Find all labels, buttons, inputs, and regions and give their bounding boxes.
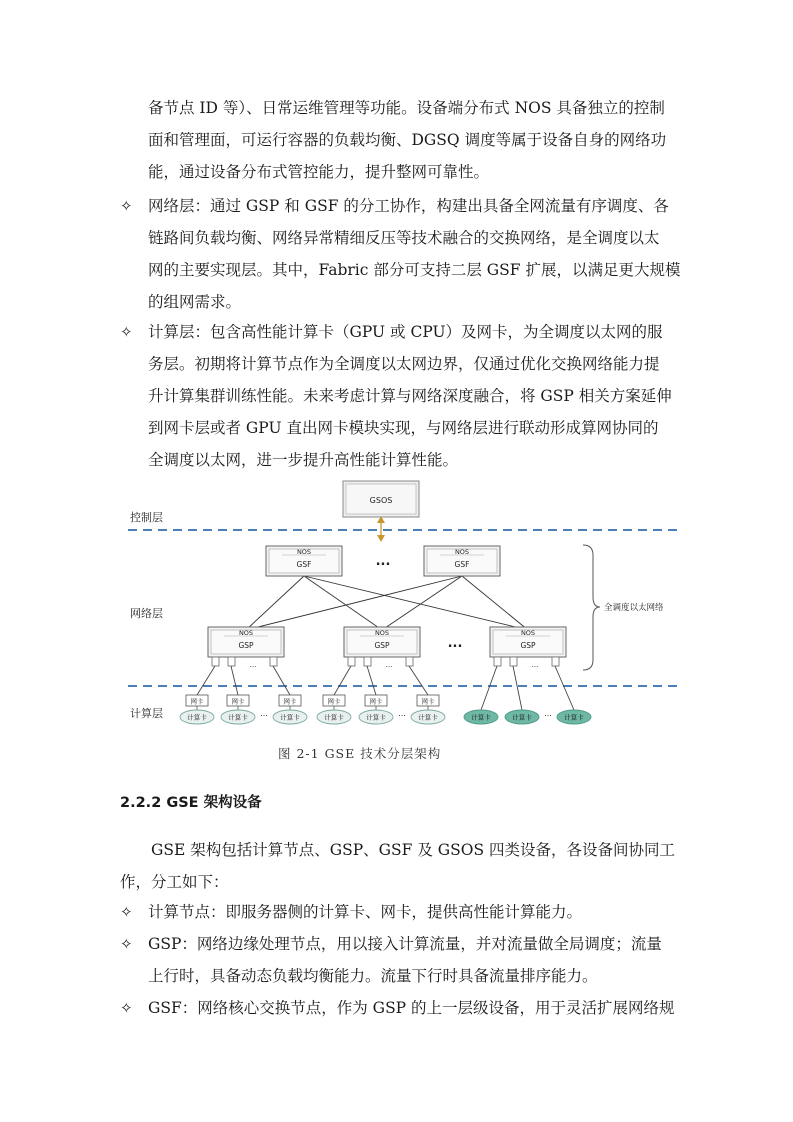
compute-node <box>180 695 214 724</box>
gsp-node <box>344 627 420 669</box>
compute-card-label: 计算卡 <box>187 713 207 722</box>
gsf-node <box>266 546 342 576</box>
compute-node-direct <box>557 710 591 724</box>
compute-card-label: 计算卡 <box>564 713 584 722</box>
compute-node <box>221 695 255 724</box>
text-line: 备节点 ID 等）、日常运维管理等功能。设备端分布式 NOS 具备独立的控制 <box>148 99 665 117</box>
text-line: 到网卡层或者 GPU 直出网卡模块实现，与网络层进行联动形成算网协同的 <box>148 419 659 437</box>
text-line: 的组网需求。 <box>148 293 242 311</box>
nos-label: NOS <box>374 629 390 637</box>
control-layer-label: 控制层 <box>130 511 163 524</box>
nic-label: 网卡 <box>369 697 383 706</box>
bullet-icon: ✧ <box>120 999 133 1017</box>
section-heading: 2.2.2 GSE 架构设备 <box>120 795 262 811</box>
gsp-label: GSP <box>374 641 390 650</box>
compute-card-label: 计算卡 <box>280 713 300 722</box>
compute-node-direct <box>464 710 498 724</box>
text-line: 计算节点：即服务器侧的计算卡、网卡，提供高性能计算能力。 <box>148 903 583 921</box>
compute-ellipsis: ... <box>398 709 406 718</box>
nic-label: 网卡 <box>231 697 245 706</box>
text-line: 网络层：通过 GSP 和 GSF 的分工协作，构建出具备全网流量有序调度、各 <box>148 197 669 215</box>
bullet-icon: ✧ <box>120 323 133 341</box>
text-line: 升计算集群训练性能。未来考虑计算与网络深度融合，将 GSP 相关方案延伸 <box>148 387 672 405</box>
text-line: GSP：网络边缘处理节点，用以接入计算流量，并对流量做全局调度；流量 <box>148 935 662 953</box>
gsf-label: GSF <box>454 560 470 569</box>
compute-node <box>317 695 351 724</box>
text-line: 面和管理面，可运行容器的负载均衡、DGSQ 调度等属于设备自身的网络功 <box>148 131 667 149</box>
nos-label: NOS <box>454 548 470 556</box>
compute-card-label: 计算卡 <box>366 713 386 722</box>
network-layer-label: 网络层 <box>130 607 163 620</box>
text-line: 作，分工如下： <box>120 873 229 891</box>
gsf-label: GSF <box>296 560 312 569</box>
compute-card-label: 计算卡 <box>512 713 532 722</box>
gsp-label: GSP <box>238 641 254 650</box>
port-ellipsis: ... <box>385 661 393 669</box>
gsp-paragraph <box>148 928 662 992</box>
text-line: 上行时，具备动态负载均衡能力。流量下行时具备流量排序能力。 <box>148 967 598 985</box>
compute-node-direct <box>505 710 539 724</box>
compute-card-label: 计算卡 <box>471 713 491 722</box>
fabric-links <box>246 576 528 630</box>
compute-card-label: 计算卡 <box>418 713 438 722</box>
compute-card-label: 计算卡 <box>324 713 344 722</box>
compute-layer-label: 计算层 <box>130 707 163 720</box>
text-line: 务层。初期将计算节点作为全调度以太网边界，仅通过优化交换网络能力提 <box>148 355 660 373</box>
gsf-node <box>424 546 500 576</box>
text-line: 链路间负载均衡、网络异常精细反压等技术融合的交换网络，是全调度以太 <box>148 229 660 247</box>
gsp-ellipsis: ... <box>447 636 463 651</box>
compute-ellipsis: ... <box>260 709 268 718</box>
gsos-node <box>343 481 419 517</box>
gsf-ellipsis: ... <box>375 554 391 569</box>
nos-label: NOS <box>238 629 254 637</box>
text-line: GSE 架构包括计算节点、GSP、GSF 及 GSOS 四类设备，各设备间协同工 <box>151 841 676 859</box>
port-ellipsis: ... <box>249 661 257 669</box>
port-ellipsis: ... <box>531 661 539 669</box>
compute-node-paragraph <box>148 896 582 928</box>
nos-label: NOS <box>520 629 536 637</box>
gsf-paragraph <box>148 992 675 1024</box>
bullet-icon: ✧ <box>120 903 133 921</box>
bullet-icon: ✧ <box>120 197 133 215</box>
gsp-label: GSP <box>520 641 536 650</box>
gsp-node <box>208 627 284 669</box>
body-paragraph <box>120 834 675 898</box>
nic-label: 网卡 <box>327 697 341 706</box>
gsos-label: GSOS <box>369 496 393 505</box>
text-line: GSF：网络核心交换节点，作为 GSP 的上一层级设备，用于灵活扩展网络规 <box>148 999 675 1017</box>
text-line: 能，通过设备分布式管控能力，提升整网可靠性。 <box>148 163 490 181</box>
compute-card-label: 计算卡 <box>228 713 248 722</box>
text-line: 全调度以太网，进一步提升高性能计算性能。 <box>148 451 459 469</box>
nic-label: 网卡 <box>283 697 297 706</box>
compute-node <box>359 695 393 724</box>
network-brace <box>583 545 600 670</box>
bullet-icon: ✧ <box>120 935 133 953</box>
figure-caption: 图 2-1 GSE 技术分层架构 <box>278 746 442 761</box>
nos-label: NOS <box>296 548 312 556</box>
compute-node <box>411 695 445 724</box>
text-line: 计算层：包含高性能计算卡（GPU 或 CPU）及网卡，为全调度以太网的服 <box>148 323 663 341</box>
compute-node <box>273 695 307 724</box>
nic-label: 网卡 <box>190 697 204 706</box>
gsp-node <box>490 627 566 669</box>
brace-label: 全调度以太网络 <box>604 603 664 613</box>
compute-ellipsis: ... <box>544 709 552 718</box>
text-line: 网的主要实现层。其中，Fabric 部分可支持二层 GSF 扩展，以满足更大规模 <box>148 261 681 279</box>
nic-label: 网卡 <box>421 697 435 706</box>
